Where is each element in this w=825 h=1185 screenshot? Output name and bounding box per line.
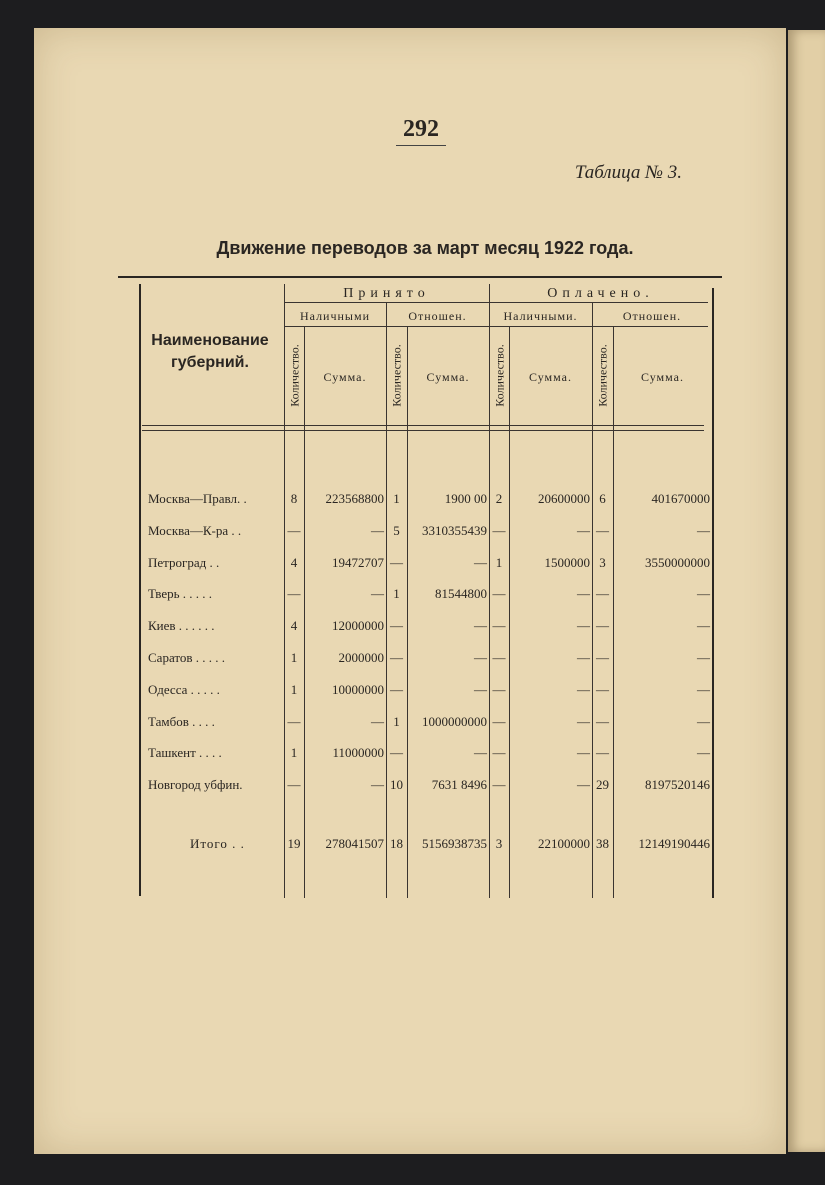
row-cell: 22100000 (538, 836, 590, 851)
row-cell: 38 (596, 836, 609, 851)
row-name: Москва—К-ра . . (148, 522, 242, 538)
row-name: Ташкент . . . . (148, 745, 222, 761)
row-cell: — (577, 522, 590, 538)
row-cell: — (577, 713, 590, 729)
row-cell: 1 (290, 681, 298, 697)
row-cell: 12000000 (332, 618, 384, 634)
qty-label: Количество. (389, 343, 404, 407)
header-accepted: Принято (343, 286, 430, 301)
row-cell: — (697, 745, 710, 761)
page-number: 292 (396, 116, 446, 146)
row-cell: — (287, 586, 301, 602)
row-cell: 1 (393, 713, 400, 729)
header-cash-accepted: Наличными (299, 309, 371, 323)
row-cell: 3 (495, 836, 503, 851)
row-cell: — (577, 681, 590, 697)
right-border (712, 288, 714, 898)
row-cell: 18 (390, 836, 403, 851)
table-label: Таблица № 3. (574, 162, 682, 183)
row-cell: 11000000 (332, 745, 384, 761)
row-cell: 1900 00 (444, 491, 487, 506)
header-qty-2 (387, 328, 407, 422)
row-name: Тамбов . . . . (148, 713, 215, 729)
row-cell: — (596, 713, 609, 729)
row-cell: — (577, 777, 590, 793)
row-cell: — (474, 618, 487, 634)
row-cell: 8 (290, 491, 298, 506)
row-cell: 5156938735 (422, 836, 487, 851)
row-cell: — (697, 522, 710, 538)
row-cell: — (596, 586, 609, 602)
header-bottom-line-2 (142, 430, 704, 431)
row-cell: 3550000000 (645, 554, 710, 570)
row-cell: 6 (599, 491, 606, 506)
row-cell: 1 (495, 554, 503, 570)
row-cell: — (390, 650, 403, 665)
row-cell: — (492, 777, 506, 793)
row-name: Одесса . . . . . (148, 681, 220, 697)
row-cell: — (577, 618, 590, 634)
row-cell: — (596, 681, 609, 697)
header-line-2 (284, 326, 708, 327)
header-bottom-line-1 (142, 425, 704, 426)
header-sum-3: Сумма. (529, 370, 572, 384)
row-cell: — (697, 618, 710, 634)
row-cell: 1 (393, 586, 400, 602)
row-cell: 19 (287, 836, 301, 851)
row-cell: — (371, 777, 384, 793)
row-cell: — (697, 586, 710, 602)
row-cell: — (371, 586, 384, 602)
header-sum-2: Сумма. (426, 370, 470, 384)
row-cell: — (287, 713, 301, 729)
row-name: Итого . . (190, 836, 245, 851)
row-cell: — (390, 554, 403, 570)
row-cell: 10 (390, 777, 403, 793)
row-cell: — (474, 554, 487, 570)
row-header: Наименование губерний. (151, 332, 269, 371)
header-qty-4 (593, 328, 613, 422)
row-cell: 1 (290, 650, 298, 665)
row-cell: — (390, 745, 403, 761)
row-cell: — (492, 745, 506, 761)
header-sum-4: Сумма. (641, 370, 684, 384)
row-cell: — (596, 745, 609, 761)
row-name: Петроград . . (148, 554, 220, 570)
row-cell: — (697, 650, 710, 665)
row-cell: 8197520146 (645, 777, 710, 793)
row-cell: — (371, 713, 384, 729)
row-cell: 12149190446 (638, 836, 710, 851)
row-cell: 29 (596, 777, 609, 793)
row-name: Киев . . . . . . (148, 618, 215, 634)
row-cell: — (596, 522, 609, 538)
row-cell: 81544800 (435, 586, 487, 602)
row-cell: — (474, 681, 487, 697)
col-line-4 (407, 326, 408, 898)
row-cell: — (596, 650, 609, 665)
row-cell: — (577, 650, 590, 665)
row-name: Тверь . . . . . (148, 586, 213, 602)
header-line-1 (284, 302, 708, 303)
row-cell: — (371, 522, 384, 538)
row-cell: — (596, 618, 609, 634)
row-cell: — (474, 650, 487, 665)
row-cell: — (474, 745, 487, 761)
header-paid: Оплачено. (547, 286, 654, 301)
header-relations-accepted: Отношен. (408, 309, 467, 323)
row-cell: 2 (495, 491, 503, 506)
row-cell: 1500000 (544, 554, 590, 570)
row-cell: 4 (290, 618, 298, 634)
row-cell: — (697, 681, 710, 697)
row-cell: 4 (290, 554, 298, 570)
row-cell: — (697, 713, 710, 729)
row-cell: — (492, 713, 506, 729)
row-cell: 223568800 (325, 491, 384, 506)
row-cell: 5 (393, 522, 400, 538)
row-name: Новгород убфин. (148, 777, 243, 793)
row-cell: — (492, 522, 506, 538)
row-cell: 2000000 (338, 650, 384, 665)
row-cell: 1 (393, 491, 400, 506)
table-title: Движение переводов за март месяц 1922 года. (216, 238, 634, 258)
row-cell: 1000000000 (422, 713, 487, 729)
qty-label: Количество. (492, 343, 507, 407)
row-cell: — (492, 586, 506, 602)
qty-label: Количество. (595, 343, 610, 407)
row-name: Саратов . . . . . (148, 650, 226, 665)
row-cell: 278041507 (325, 836, 384, 851)
row-cell: — (492, 650, 506, 665)
row-name: Москва—Правл. . (148, 491, 247, 506)
col-line-8 (613, 326, 614, 898)
header-qty-3 (490, 328, 510, 422)
row-cell: 7631 8496 (431, 777, 487, 793)
header-qty-1 (285, 328, 305, 422)
row-cell: — (390, 618, 403, 634)
row-cell: 3310355439 (422, 522, 487, 538)
row-cell: 10000000 (332, 681, 384, 697)
row-cell: — (390, 681, 403, 697)
row-cell: — (287, 522, 301, 538)
left-border (139, 284, 141, 896)
row-cell: — (577, 586, 590, 602)
row-cell: 19472707 (332, 554, 384, 570)
row-cell: — (492, 618, 506, 634)
header-sum-1: Сумма. (323, 370, 367, 384)
row-cell: 1 (290, 745, 298, 761)
row-cell: 401670000 (651, 491, 710, 506)
header-relations-paid: Отношен. (622, 309, 682, 323)
row-cell: 20600000 (538, 491, 590, 506)
qty-label: Количество. (287, 343, 302, 407)
row-cell: — (492, 681, 506, 697)
row-cell: — (577, 745, 590, 761)
header-cash-paid: Наличными. (503, 309, 578, 323)
row-cell: — (287, 777, 301, 793)
row-cell: 3 (599, 554, 606, 570)
